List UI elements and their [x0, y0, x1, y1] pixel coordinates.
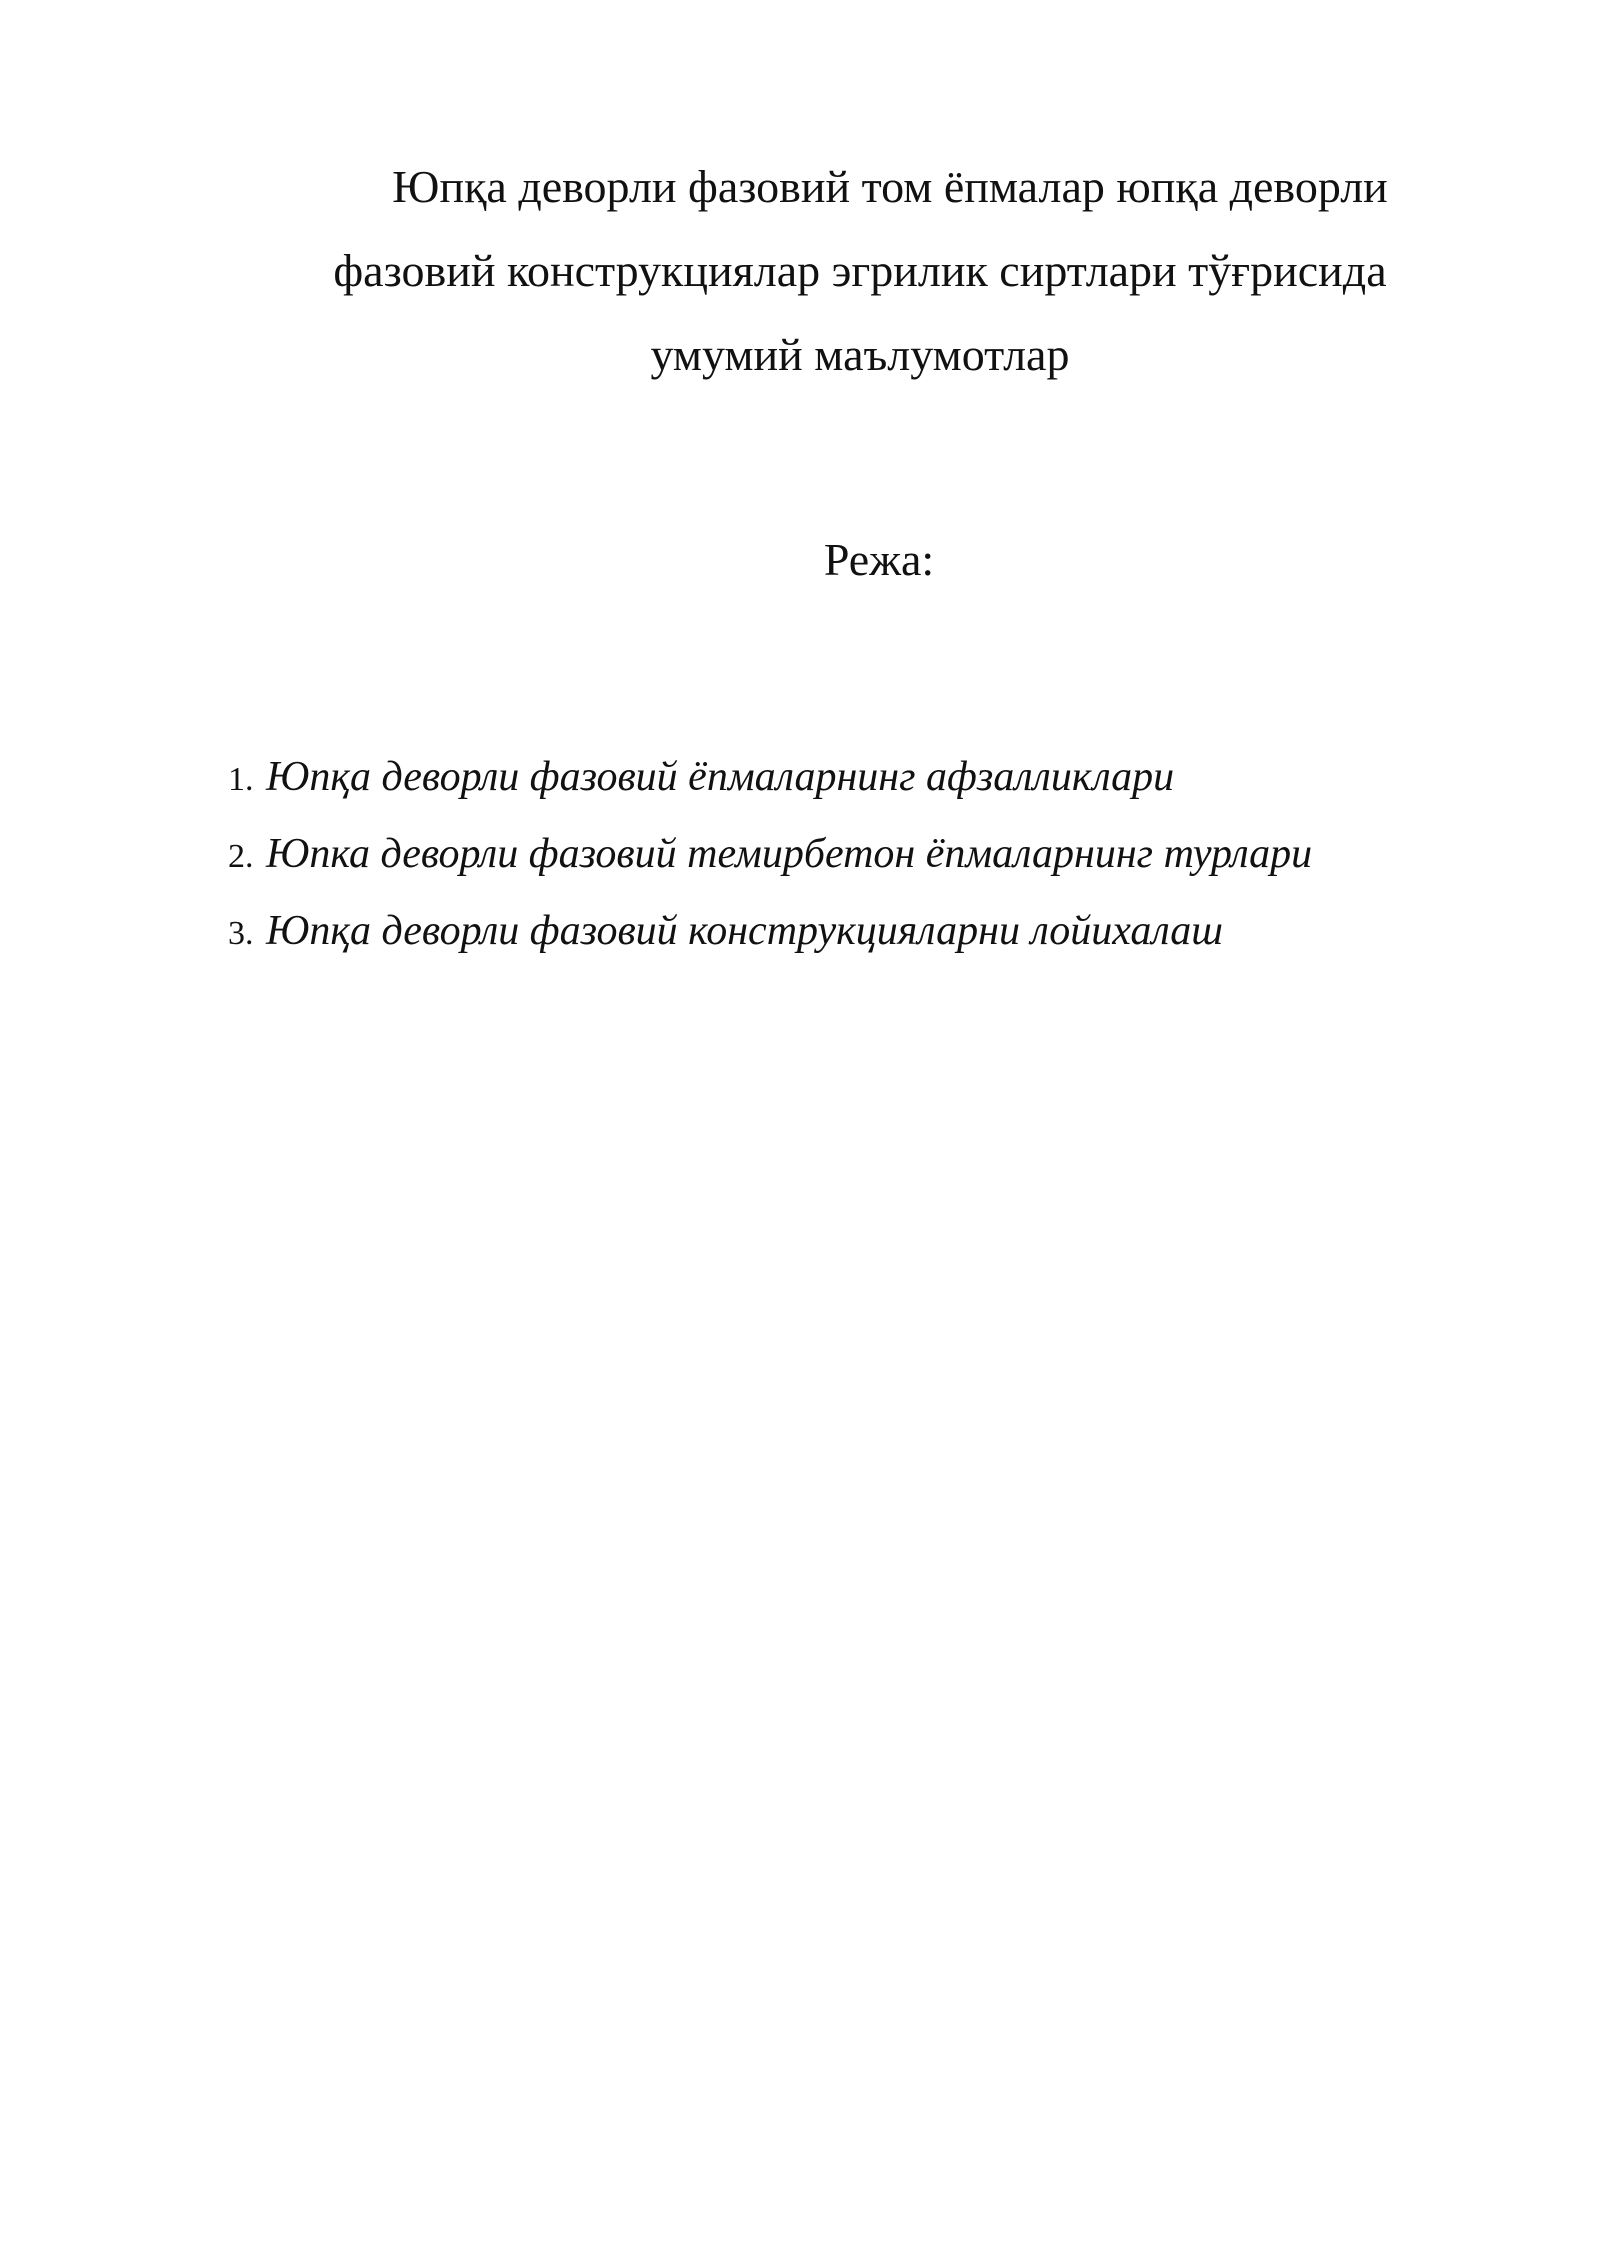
title-line-1: Юпқа деворли фазовий том ёпмалар юпқа деворли — [392, 161, 1388, 212]
title-line-2: фазовий конструкциялар эгрилик сиртлари тўғрисида — [333, 245, 1387, 296]
plan-item-text: Юпка деворли фазовий темирбетон ёпмаларнинг турлари — [266, 831, 1313, 877]
title-line-3: умумий маълумотлар — [650, 329, 1070, 380]
plan-heading: Режа: — [823, 534, 935, 585]
document-title — [280, 145, 1440, 397]
plan-item-number: 3. — [228, 915, 254, 952]
plan-item-number: 1. — [228, 761, 254, 798]
plan-item-3 — [228, 894, 1312, 971]
plan-item-2 — [228, 817, 1312, 894]
plan-item-number: 2. — [228, 838, 254, 875]
plan-item-text: Юпқа деворли фазовий конструкцияларни лойихалаш — [266, 908, 1223, 954]
plan-item-text: Юпқа деворли фазовий ёпмаларнинг афзалликлари — [266, 754, 1175, 800]
plan-item-1 — [228, 740, 1312, 817]
plan-list — [228, 740, 1312, 971]
